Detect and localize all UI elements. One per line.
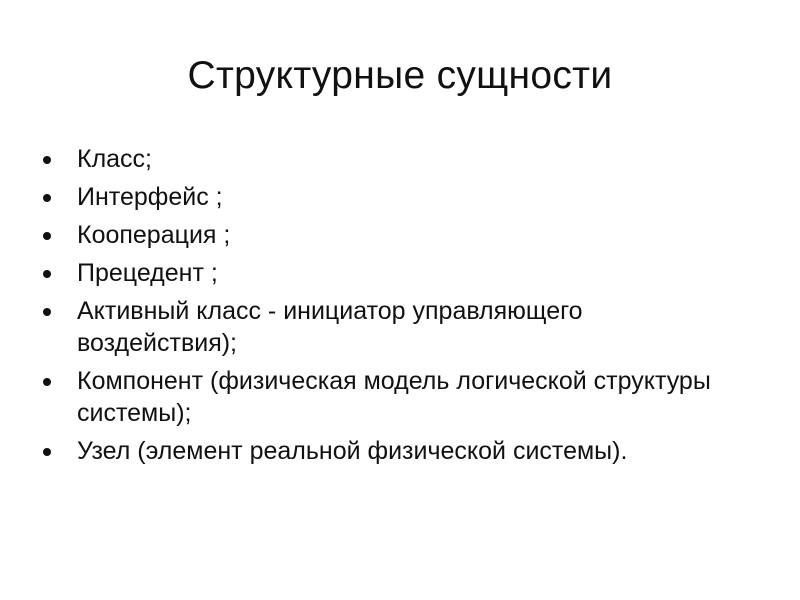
- bullet-item: [40, 181, 740, 213]
- bullet-text: Узел (элемент реальной физической системы).: [77, 437, 628, 465]
- bullet-text: Класс;: [77, 145, 152, 173]
- bullet-dot-icon: [43, 448, 51, 456]
- bullet-item: [40, 219, 740, 251]
- bullet-dot-icon: [43, 270, 51, 278]
- bullet-item: [40, 295, 740, 359]
- bullet-dot-icon: [43, 308, 51, 316]
- bullet-text: Интерфейс ;: [77, 183, 223, 211]
- bullet-dot-icon: [43, 232, 51, 240]
- bullet-dot-icon: [43, 378, 51, 386]
- bullet-item: [40, 365, 740, 429]
- bullet-item: [40, 143, 740, 175]
- bullet-item: [40, 257, 740, 289]
- bullet-text: Компонент (физическая модель логической структуры системы);: [77, 367, 711, 427]
- bullet-dot-icon: [43, 156, 51, 164]
- slide-title: Структурные сущности: [187, 54, 613, 97]
- bullet-text: Активный класс - инициатор управляющего воздействия);: [77, 297, 583, 357]
- bullet-item: [40, 435, 740, 467]
- bullet-text: Кооперация ;: [77, 221, 231, 249]
- bullet-text: Прецедент ;: [77, 259, 218, 287]
- bullet-dot-icon: [43, 194, 51, 202]
- bullet-list: [40, 143, 740, 473]
